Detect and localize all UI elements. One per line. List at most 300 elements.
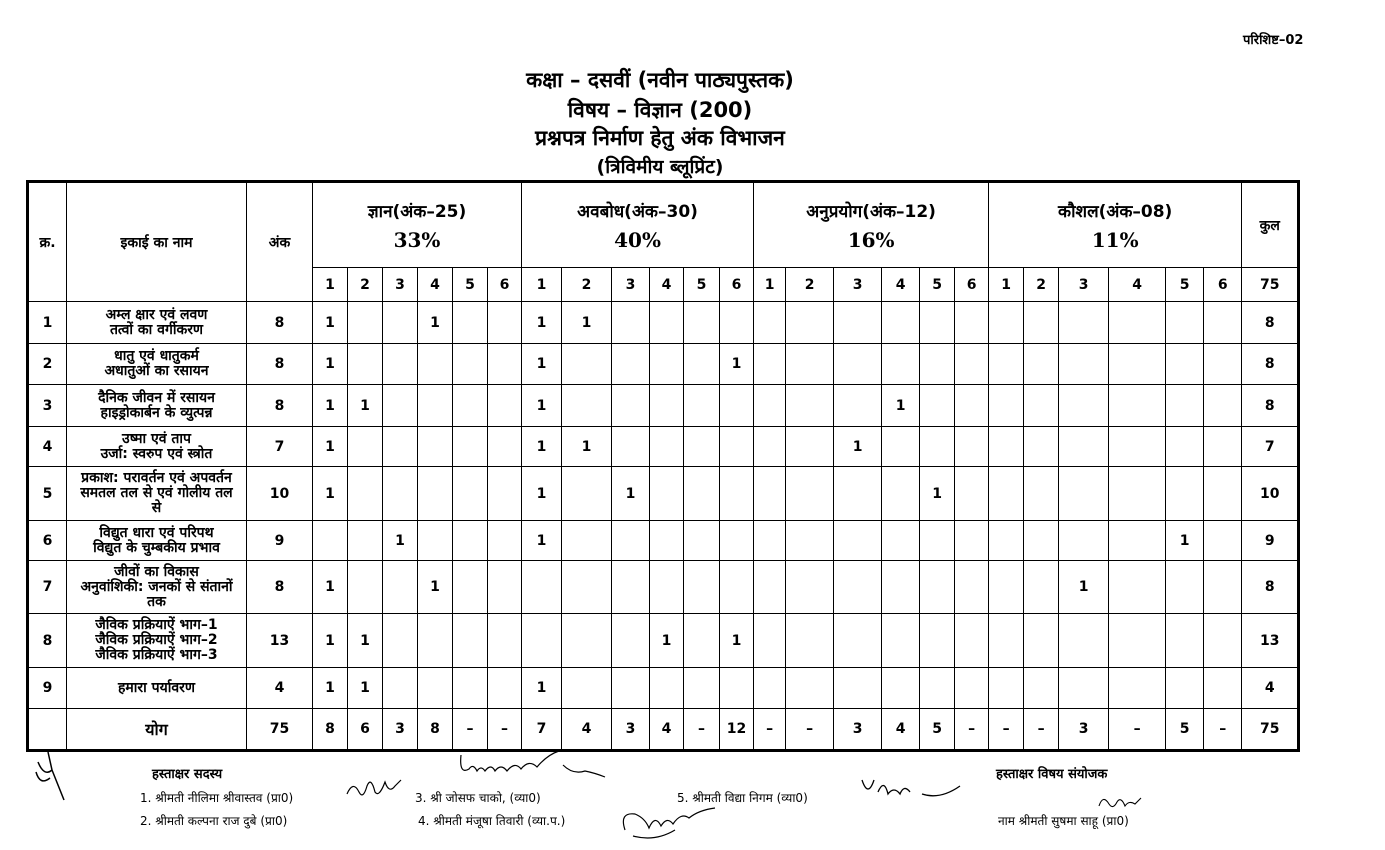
row-cell: 1: [834, 427, 882, 467]
sub-col: 6: [1204, 268, 1242, 302]
total-cell: 7: [522, 709, 562, 751]
table-row: [28, 427, 1299, 467]
unit-line: प्रकाश: परावर्तन एवं अपवर्तन: [81, 470, 232, 486]
row-unit-name: [67, 614, 247, 668]
row-cell: [650, 385, 684, 427]
total-cell: –: [1109, 709, 1166, 751]
signature-member-4: [615, 800, 725, 845]
row-cell: 1: [562, 302, 612, 344]
row-unit-name: [67, 668, 247, 709]
sub-col: 3: [1059, 268, 1109, 302]
total-cell: 3: [383, 709, 418, 751]
sub-col: 3: [834, 268, 882, 302]
unit-line: से: [151, 500, 162, 516]
row-cell: 1: [313, 561, 348, 614]
row-cell: 1: [562, 427, 612, 467]
row-cell: [418, 344, 453, 385]
row-cell: [348, 427, 383, 467]
header-understanding: [522, 182, 754, 268]
row-cell: 1: [882, 385, 920, 427]
row-cell: 1: [348, 668, 383, 709]
row-cell: 1: [522, 427, 562, 467]
row-cell: [488, 385, 522, 427]
row-cell: 1: [1059, 561, 1109, 614]
row-unit-name: [67, 344, 247, 385]
row-cell: [650, 302, 684, 344]
row-cell: [754, 614, 786, 668]
row-cell: [383, 668, 418, 709]
row-cell: [383, 385, 418, 427]
total-marks: 75: [247, 709, 313, 751]
member-1: 1. श्रीमती नीलिमा श्रीवास्तव (प्रा0): [140, 791, 294, 805]
row-cell: [754, 668, 786, 709]
header-knowledge: [313, 182, 522, 268]
row-cell: [1166, 614, 1204, 668]
row-unit-name: [67, 302, 247, 344]
row-cell: [834, 668, 882, 709]
row-cell: [684, 385, 720, 427]
row-cell: [453, 385, 488, 427]
sub-grand-total: 75: [1242, 268, 1299, 302]
row-cell: [786, 302, 834, 344]
unit-line: तत्वों का वर्गीकरण: [109, 321, 204, 338]
row-cell: [684, 668, 720, 709]
row-cell: [882, 467, 920, 521]
category-label: कौशल(अंक–08): [1058, 201, 1173, 222]
sub-col: 5: [684, 268, 720, 302]
row-cell: [834, 561, 882, 614]
unit-line: हाइड्रोकार्बन के व्युत्पन्न: [100, 404, 213, 421]
row-cell: 1: [720, 614, 754, 668]
row-cell: 1: [612, 467, 650, 521]
row-marks: 8: [247, 385, 313, 427]
row-cell: [1204, 427, 1242, 467]
row-cell: [989, 344, 1024, 385]
unit-line: हमारा पर्यावरण: [118, 679, 195, 696]
appendix-label: परिशिष्ट–02: [1243, 33, 1304, 48]
row-cell: [1024, 344, 1059, 385]
sub-col: 2: [1024, 268, 1059, 302]
row-cell: [1109, 467, 1166, 521]
signature-member-3: [455, 745, 615, 790]
row-cell: [488, 668, 522, 709]
unit-line: अधातुओं का रसायन: [104, 363, 209, 379]
row-cell: [1059, 385, 1109, 427]
row-cell: [786, 344, 834, 385]
unit-line: जैविक प्रक्रियाऐं भाग–1: [95, 617, 218, 633]
row-unit-name: [67, 385, 247, 427]
row-cell: [955, 427, 989, 467]
row-total: 10: [1242, 467, 1299, 521]
category-label: अनुप्रयोग(अंक–12): [806, 201, 936, 222]
table-row: [28, 521, 1299, 561]
row-cell: [920, 344, 955, 385]
row-cell: [348, 302, 383, 344]
total-cell: 6: [348, 709, 383, 751]
unit-line: विद्युत के चुम्बकीय प्रभाव: [93, 539, 220, 556]
unit-line: अम्ल क्षार एवं लवण: [105, 306, 208, 323]
row-cell: 1: [1166, 521, 1204, 561]
row-cell: [754, 427, 786, 467]
row-cell: [1024, 385, 1059, 427]
row-cell: [453, 521, 488, 561]
total-cell: 4: [562, 709, 612, 751]
row-cell: [754, 561, 786, 614]
title-blueprint: (त्रिविमीय ब्लूप्रिंट): [596, 156, 724, 178]
row-cell: [834, 385, 882, 427]
row-cell: [955, 521, 989, 561]
row-cell: [1204, 344, 1242, 385]
row-sno: 7: [28, 561, 67, 614]
sub-col: 6: [955, 268, 989, 302]
row-cell: [418, 614, 453, 668]
row-cell: [488, 427, 522, 467]
category-percent: 40%: [614, 227, 661, 252]
header-skill: [989, 182, 1242, 268]
header-marks: अंक: [247, 182, 313, 302]
sub-col: 5: [1166, 268, 1204, 302]
row-cell: [488, 521, 522, 561]
category-label: अवबोध(अंक–30): [577, 201, 698, 222]
sub-col: 4: [650, 268, 684, 302]
row-cell: [1204, 521, 1242, 561]
row-cell: [955, 467, 989, 521]
row-cell: [1204, 561, 1242, 614]
row-cell: 1: [720, 344, 754, 385]
row-cell: [1166, 344, 1204, 385]
row-cell: [488, 467, 522, 521]
total-row: [28, 709, 1299, 751]
unit-line: उष्मा एवं ताप: [122, 430, 191, 447]
total-label: योग: [67, 709, 247, 751]
row-cell: [955, 668, 989, 709]
category-label: ज्ञान(अंक–25): [367, 201, 467, 222]
row-cell: [684, 561, 720, 614]
unit-line: तक: [147, 593, 166, 610]
row-cell: 1: [522, 668, 562, 709]
row-cell: 1: [313, 467, 348, 521]
row-cell: [453, 302, 488, 344]
row-total: 13: [1242, 614, 1299, 668]
row-cell: [562, 385, 612, 427]
row-cell: [418, 467, 453, 521]
row-cell: [834, 614, 882, 668]
sub-col: 5: [920, 268, 955, 302]
row-marks: 8: [247, 561, 313, 614]
corner-mark-signature: [30, 742, 70, 802]
sub-col: 4: [418, 268, 453, 302]
row-cell: [562, 344, 612, 385]
total-grand: 75: [1242, 709, 1299, 751]
row-cell: [955, 302, 989, 344]
title-subject: विषय – विज्ञान (200): [567, 98, 753, 122]
row-cell: [612, 561, 650, 614]
row-cell: [920, 614, 955, 668]
row-cell: [1059, 302, 1109, 344]
sub-col: 2: [348, 268, 383, 302]
row-cell: [989, 385, 1024, 427]
row-marks: 10: [247, 467, 313, 521]
row-cell: [989, 668, 1024, 709]
unit-line: अनुवांशिकी: जनकों से संतानों: [80, 578, 233, 595]
row-cell: [1024, 614, 1059, 668]
row-cell: [1109, 561, 1166, 614]
row-cell: [1024, 302, 1059, 344]
signature-coordinator: [1095, 790, 1145, 815]
row-cell: [955, 614, 989, 668]
row-cell: [522, 561, 562, 614]
table-body: [28, 302, 1299, 751]
row-cell: 1: [313, 668, 348, 709]
row-cell: [1166, 668, 1204, 709]
row-cell: [920, 385, 955, 427]
row-cell: [1109, 521, 1166, 561]
row-cell: [786, 385, 834, 427]
row-cell: [1109, 668, 1166, 709]
row-cell: [989, 302, 1024, 344]
row-cell: [488, 561, 522, 614]
row-cell: [684, 467, 720, 521]
sub-col: 4: [882, 268, 920, 302]
row-cell: [920, 427, 955, 467]
row-cell: [383, 302, 418, 344]
row-cell: [650, 668, 684, 709]
row-cell: [720, 385, 754, 427]
category-percent: 16%: [847, 227, 895, 252]
table-row: [28, 467, 1299, 521]
row-cell: [754, 521, 786, 561]
table-row: [28, 668, 1299, 709]
total-cell: 8: [313, 709, 348, 751]
row-cell: [453, 668, 488, 709]
row-cell: [1059, 427, 1109, 467]
row-cell: [453, 467, 488, 521]
row-cell: [383, 467, 418, 521]
row-cell: [882, 561, 920, 614]
signature-member-1: [345, 772, 405, 802]
row-cell: [1166, 427, 1204, 467]
table-row: [28, 614, 1299, 668]
row-cell: [650, 344, 684, 385]
row-cell: [383, 427, 418, 467]
table-row: [28, 385, 1299, 427]
total-cell: –: [786, 709, 834, 751]
member-5: 5. श्रीमती विद्या निगम (व्या0): [677, 791, 808, 805]
coordinator-name: नाम श्रीमती सुषमा साहू (प्रा0): [998, 814, 1129, 828]
total-cell: 3: [612, 709, 650, 751]
row-cell: [562, 467, 612, 521]
row-cell: [882, 668, 920, 709]
unit-line: उर्जा: स्वरुप एवं स्त्रोत: [100, 445, 213, 462]
row-cell: [453, 427, 488, 467]
row-cell: [786, 614, 834, 668]
row-cell: [612, 614, 650, 668]
sub-col: 1: [313, 268, 348, 302]
row-cell: 1: [313, 344, 348, 385]
row-cell: [418, 385, 453, 427]
row-cell: [786, 427, 834, 467]
row-cell: [834, 467, 882, 521]
total-cell: 5: [920, 709, 955, 751]
sub-col: 4: [1109, 268, 1166, 302]
row-cell: [1024, 561, 1059, 614]
row-cell: [612, 427, 650, 467]
member-4: 4. श्रीमती मंजूषा तिवारी (व्या.प.): [418, 814, 566, 828]
row-cell: [1109, 614, 1166, 668]
title-purpose: प्रश्नपत्र निर्माण हेतु अंक विभाजन: [535, 126, 785, 150]
row-cell: 1: [348, 385, 383, 427]
row-cell: [1109, 344, 1166, 385]
row-total: 8: [1242, 385, 1299, 427]
row-cell: [1109, 302, 1166, 344]
row-cell: [418, 668, 453, 709]
row-total: 8: [1242, 344, 1299, 385]
row-cell: [562, 668, 612, 709]
sub-col: 2: [786, 268, 834, 302]
row-cell: 1: [313, 302, 348, 344]
row-cell: [1166, 467, 1204, 521]
total-cell: –: [989, 709, 1024, 751]
member-3: 3. श्री जोसफ चाको, (व्या0): [415, 791, 541, 805]
row-cell: [1109, 427, 1166, 467]
row-cell: [786, 521, 834, 561]
row-total: 7: [1242, 427, 1299, 467]
row-cell: 1: [522, 467, 562, 521]
category-percent: 11%: [1091, 227, 1139, 252]
row-cell: [1204, 302, 1242, 344]
row-cell: [955, 561, 989, 614]
total-cell: 5: [1166, 709, 1204, 751]
row-total: 8: [1242, 561, 1299, 614]
row-cell: [1204, 467, 1242, 521]
total-cell: –: [488, 709, 522, 751]
row-cell: 1: [418, 561, 453, 614]
title-class: कक्षा – दसवीं (नवीन पाठ्यपुस्तक): [526, 68, 794, 92]
total-cell: 3: [834, 709, 882, 751]
row-cell: [348, 344, 383, 385]
signature-member-5: [860, 772, 970, 802]
row-cell: [754, 344, 786, 385]
row-cell: [720, 467, 754, 521]
row-cell: 1: [920, 467, 955, 521]
unit-line: जैविक प्रक्रियाऐं भाग–3: [95, 647, 218, 663]
row-cell: [1024, 521, 1059, 561]
total-cell: –: [955, 709, 989, 751]
row-cell: [383, 344, 418, 385]
header-row: [28, 182, 1299, 268]
row-cell: 1: [383, 521, 418, 561]
row-marks: 7: [247, 427, 313, 467]
row-unit-name: [67, 427, 247, 467]
sub-col: 1: [522, 268, 562, 302]
row-cell: [488, 344, 522, 385]
row-cell: [1059, 521, 1109, 561]
row-cell: [1109, 385, 1166, 427]
table-row: [28, 302, 1299, 344]
sub-col: 6: [720, 268, 754, 302]
row-cell: [1024, 467, 1059, 521]
row-cell: [1024, 427, 1059, 467]
members-title: हस्ताक्षर सदस्य: [152, 767, 223, 782]
unit-line: धातु एवं धातुकर्म: [114, 348, 199, 364]
row-cell: [348, 521, 383, 561]
row-cell: 1: [348, 614, 383, 668]
row-cell: [650, 521, 684, 561]
total-cell: –: [1024, 709, 1059, 751]
header-sno: क्र.: [28, 182, 67, 302]
row-cell: [612, 668, 650, 709]
row-cell: [348, 467, 383, 521]
row-cell: [1166, 561, 1204, 614]
row-cell: [383, 561, 418, 614]
row-cell: [989, 561, 1024, 614]
row-cell: [882, 302, 920, 344]
row-cell: [834, 521, 882, 561]
row-cell: [720, 427, 754, 467]
row-cell: [684, 427, 720, 467]
row-cell: [1059, 614, 1109, 668]
row-cell: [786, 467, 834, 521]
row-cell: 1: [418, 302, 453, 344]
sub-col: 1: [754, 268, 786, 302]
row-cell: [754, 467, 786, 521]
row-cell: [453, 561, 488, 614]
row-cell: [562, 614, 612, 668]
row-marks: 13: [247, 614, 313, 668]
row-cell: [313, 521, 348, 561]
row-cell: [1204, 385, 1242, 427]
total-cell: 8: [418, 709, 453, 751]
row-cell: 1: [522, 344, 562, 385]
total-cell: 4: [650, 709, 684, 751]
row-cell: [418, 521, 453, 561]
sub-col: 3: [383, 268, 418, 302]
row-cell: [754, 302, 786, 344]
row-cell: [989, 521, 1024, 561]
row-cell: [418, 427, 453, 467]
row-cell: [955, 344, 989, 385]
row-cell: [1059, 467, 1109, 521]
row-sno: 6: [28, 521, 67, 561]
row-cell: [920, 561, 955, 614]
row-cell: 1: [313, 427, 348, 467]
total-cell: 4: [882, 709, 920, 751]
row-cell: [612, 302, 650, 344]
row-cell: [1059, 344, 1109, 385]
row-cell: [882, 614, 920, 668]
row-cell: [650, 467, 684, 521]
unit-line: विद्युत धारा एवं परिपथ: [99, 524, 214, 541]
row-cell: [882, 427, 920, 467]
row-cell: [1059, 668, 1109, 709]
row-total: 8: [1242, 302, 1299, 344]
row-cell: 1: [313, 614, 348, 668]
row-cell: [989, 427, 1024, 467]
row-cell: [989, 467, 1024, 521]
member-2: 2. श्रीमती कल्पना राज दुबे (प्रा0): [140, 814, 288, 828]
row-unit-name: [67, 467, 247, 521]
row-sno: 1: [28, 302, 67, 344]
header-total: कुल: [1242, 182, 1299, 268]
row-cell: [989, 614, 1024, 668]
row-cell: [684, 521, 720, 561]
row-cell: [720, 561, 754, 614]
row-cell: [522, 614, 562, 668]
total-cell: –: [754, 709, 786, 751]
row-sno: 8: [28, 614, 67, 668]
sub-col: 5: [453, 268, 488, 302]
row-cell: [562, 521, 612, 561]
